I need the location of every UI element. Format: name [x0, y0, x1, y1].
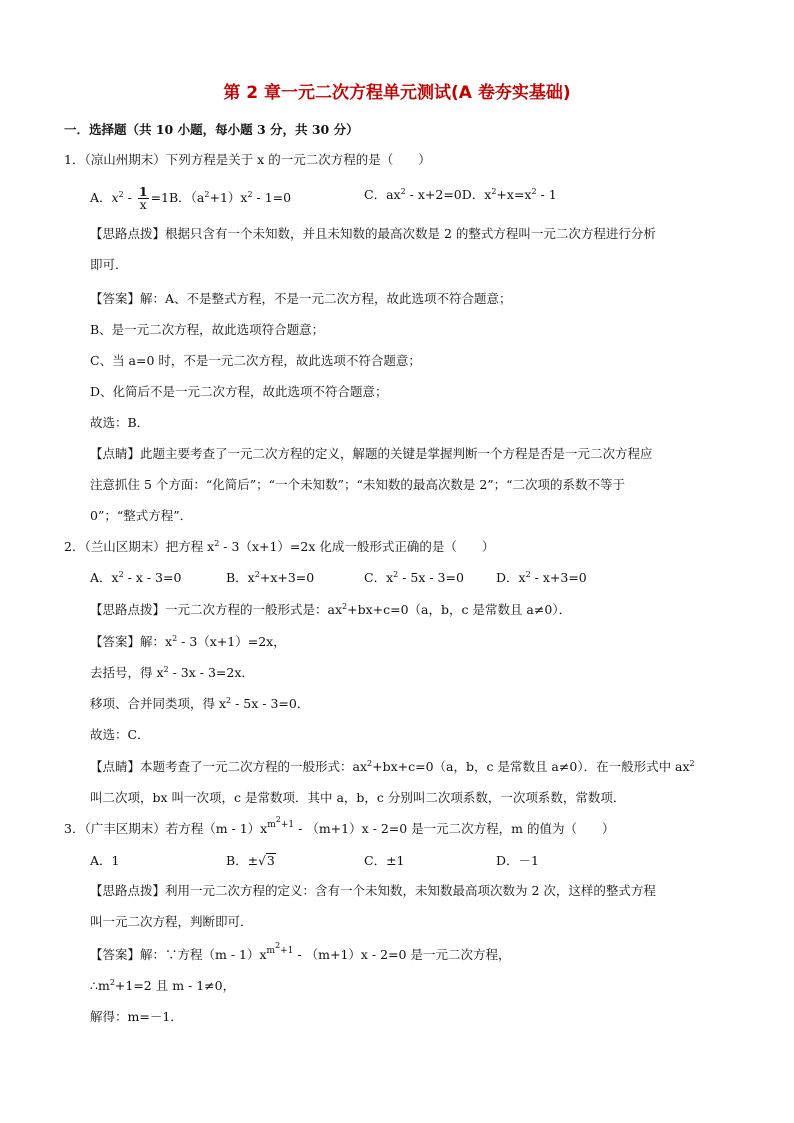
- q1-answer-b: B、是一元二次方程，故此选项符合题意；: [90, 322, 325, 337]
- q1-note: 【点睛】此题主要考查了一元二次方程的定义，解题的关键是掌握判断一个方程是否是一元二次方程应: [90, 446, 653, 461]
- q1-choice: 故选：B．: [90, 415, 150, 430]
- q2-answer: 【答案】解：$x^2 - 3(x+1)=2x$，: [90, 634, 286, 649]
- q1-option-d: D．$x^2+x=x^2 - 1$: [461, 187, 557, 202]
- q2-stem: 2．（兰山区期末）把方程 $x^2 - 3(x+1)=2x$ 化成一般形式正确的是（ ）: [64, 539, 495, 554]
- q3-step-2: 解得：m=－1．: [90, 1009, 183, 1024]
- q2-option-c: C．$x^2 - 5x - 3=0$: [364, 570, 464, 585]
- q1-note-cont: 注意抓住 5 个方面：“化简后”；“一个未知数”；“未知数的最高次数是 2”；“二次项的系数不等于: [90, 477, 626, 492]
- q1-option-c: C．$ax^2 - x+2=0D$．$x^2+x=x^2 - 1$: [364, 187, 557, 202]
- q1-note-end: 0”；“整式方程”．: [90, 508, 193, 523]
- section-heading: 一．选择题（共 10 小题，每小题 3 分，共 30 分）: [64, 122, 359, 137]
- fraction: $\frac{1}{x}$: [138, 184, 148, 212]
- q3-hint: 【思路点拨】利用一元二次方程的定义：含有一个未知数，未知数最高项次数为 2 次，这样的整式方程: [90, 883, 656, 898]
- q3-option-b: B．±√3: [226, 853, 275, 868]
- q2-option-d: D．$x^2 - x+3=0$: [496, 570, 587, 585]
- q1-hint-cont: 即可．: [90, 257, 128, 272]
- q3-option-c: C．±1: [364, 853, 405, 868]
- q2-note: 【点睛】本题考查了一元二次方程的一般形式：$ax^2+bx+c=0(a$，b，c 是常数且 a≠0）．在一般形式中 $ax^2$: [90, 759, 695, 774]
- q3-answer: 【答案】解：∵方程$(m - 1)x^{m^2+1} - (m+1)x - 2=0$ 是一元二次方程，: [90, 941, 511, 962]
- q2-note-cont: 叫二次项，bx 叫一次项，c 是常数项．其中 a，b，c 分别叫二次项系数，一次项系数，常数项．: [90, 790, 626, 805]
- q1-option-a: A．$x^2$ - $\frac{1}{x}$ =1B．$(a^2+1)x^2 - 1=0$: [90, 184, 292, 212]
- q2-step-1: 去括号，得 $x^2 - 3x - 3=2x$．: [90, 665, 254, 680]
- q1-answer: 【答案】解：A、不是整式方程，不是一元二次方程，故此选项不符合题意；: [90, 291, 512, 306]
- q2-choice: 故选：C．: [90, 727, 150, 742]
- q2-step-2: 移项、合并同类项，得 $x^2 - 5x - 3=0$．: [90, 696, 310, 711]
- q3-option-d: D．－1: [496, 853, 539, 868]
- q3-option-a: A．1: [90, 853, 120, 868]
- page-title: 第 2 章一元二次方程单元测试(A 卷夯实基础): [223, 83, 571, 103]
- q3-step-1: $\therefore m^2+1=2$ 且 m - 1≠0，: [90, 978, 236, 993]
- q1-answer-c: C、当 a=0 时，不是一元二次方程，故此选项不符合题意；: [90, 353, 421, 368]
- q3-hint-cont: 叫一元二次方程，判断即可．: [90, 914, 253, 929]
- q1-hint: 【思路点拨】根据只含有一个未知数，并且未知数的最高次数是 2 的整式方程叫一元二次方程进行分析: [90, 226, 656, 241]
- q2-option-a: A．$x^2 - x - 3=0$: [90, 570, 182, 585]
- q3-stem: 3．（广丰区期末）若方程$(m - 1)x^{m^2+1} - (m+1)x - 2=0$ 是一元二次方程，m 的值为（ ）: [64, 815, 615, 836]
- q2-hint: 【思路点拨】一元二次方程的一般形式是：$ax^2+bx+c=0(a$，b，c 是常数且 a≠0）．: [90, 602, 572, 617]
- q2-option-b: B．$x^2+x+3=0$: [226, 570, 315, 585]
- q1-stem: 1．（凉山州期末）下列方程是关于 x 的一元二次方程的是（ ）: [64, 152, 431, 167]
- q1-answer-d: D、化简后不是一元二次方程，故此选项不符合题意；: [90, 384, 388, 399]
